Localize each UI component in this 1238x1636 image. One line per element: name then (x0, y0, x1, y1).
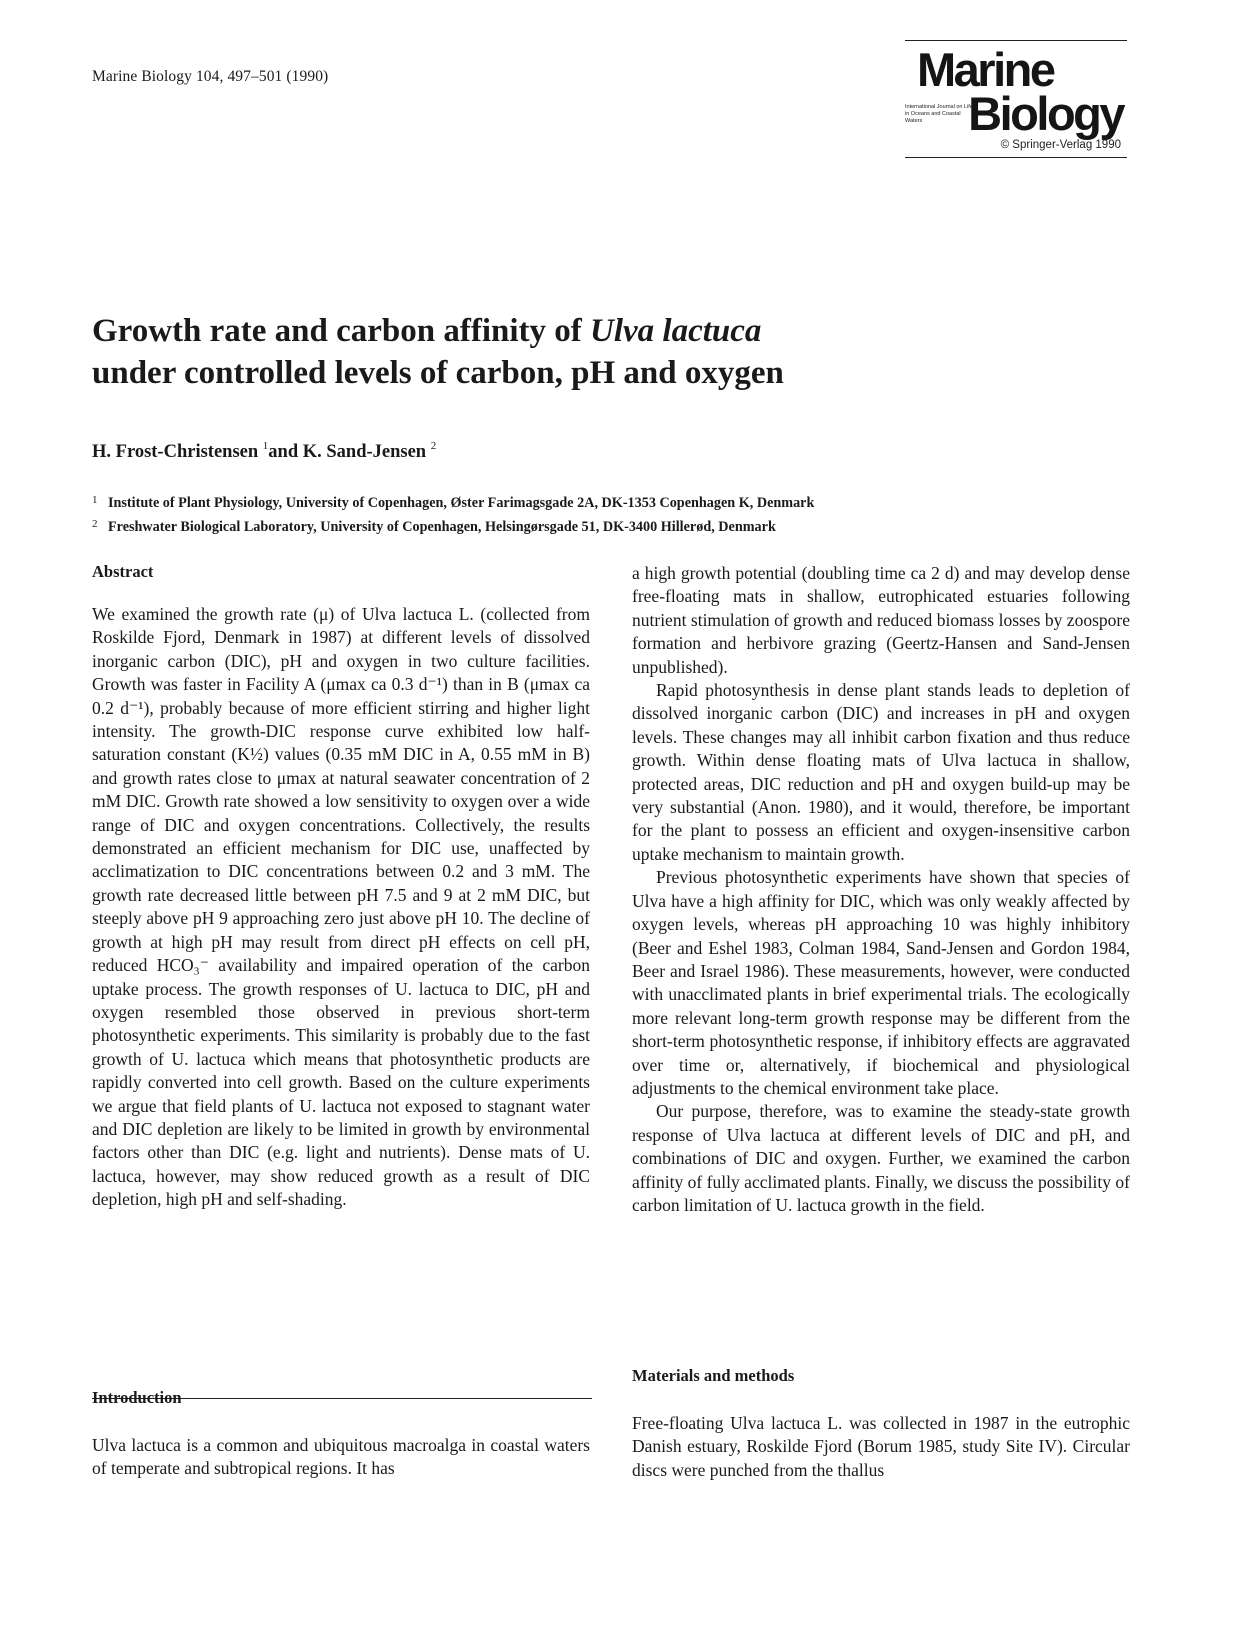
abstract-heading: Abstract (92, 562, 154, 581)
title-species: Ulva lactuca (590, 313, 762, 349)
introduction-paragraph-3: Previous photosynthetic experiments have shown that species of Ulva have a high affinity for DIC, which was only weakly affected by oxygen levels, whereas pH approaching 10 was highly inhibitory (Beer and Eshel 1983, Colman 1984, Sand-Jensen and Gordon 1984, Beer and Israel 1986). These measurements, however, were conducted with unacclimated plants in brief experimental trials. The ecologically more relevant long-term growth response may be different from the short-term photosynthetic response, if inhibitory effects are aggravated over time or, alternatively, if biochemical and physiological adjustments to the chemical environment take place. (632, 867, 1130, 1098)
journal-citation: Marine Biology 104, 497–501 (1990) (92, 68, 329, 85)
copyright-notice: © Springer-Verlag 1990 (1000, 139, 1121, 151)
affiliations (92, 490, 814, 538)
author-list (92, 440, 436, 463)
affiliation-number: 2 (92, 518, 98, 530)
paper-title (92, 310, 992, 394)
title-part-2: under controlled levels of carbon, pH and oxygen (92, 355, 784, 391)
author-conjunction: and (268, 442, 299, 462)
abstract-text: We examined the growth rate (μ) of Ulva lactuca L. (collected from Roskilde Fjord, Denmark in 1987) at different levels of dissolved inorganic carbon (DIC), pH and oxygen in two culture facilities. Growth was faster in Facility A (μmax ca 0.3 d⁻¹) than in B (μmax ca 0.2 d⁻¹), probably because of more efficient stirring and higher light intensity. The growth-DIC response curve exhibited low half-saturation constant (K½) values (0.35 mM DIC in A, 0.55 mM in B) and growth rates close to μmax at natural seawater concentration of 2 mM DIC. Growth rate showed a low sensitivity to oxygen over a wide range of DIC and oxygen concentrations. Collectively, the results demonstrated an efficient mechanism for DIC use, unaffected by acclimatization to DIC concentrations between 0.2 and 3 mM. The growth rate decreased little between pH 7.5 and 9 at 2 mM DIC, but steeply above pH 9 approaching zero just above pH 10. The decline of growth at high pH may result from direct pH effects on cell pH, reduced HCO₃⁻ availability and impaired operation of the carbon uptake process. The growth responses of U. lactuca to DIC, pH and oxygen resembled those observed in previous short-term photosynthetic experiments. This similarity is probably due to the fast growth of U. lactuca which means that photosynthetic products are rapidly converted into cell growth. Based on the culture experiments we argue that field plants of U. lactuca not exposed to stagnant water and DIC depletion are likely to be limited in growth by environmental factors other than DIC (e.g. light and nutrients). Dense mats of U. lactuca, however, may show reduced growth as a result of DIC depletion, high pH and self-shading. (92, 604, 590, 1210)
author-2: K. Sand-Jensen (302, 442, 427, 462)
introduction-right-column (632, 562, 1130, 1217)
introduction-paragraph-1-start: Ulva lactuca is a common and ubiquitous macroalga in coastal waters of temperate and subtropical regions. It has (92, 1435, 590, 1479)
affiliation-text: Freshwater Biological Laboratory, University of Copenhagen, Helsingørsgade 51, DK-3400 Hillerød, Denmark (108, 519, 776, 535)
logo-tagline: International Journal on Life in Oceans and Coastal Waters (905, 104, 973, 124)
affiliation-number: 1 (92, 494, 98, 506)
author-1: H. Frost-Christensen (92, 442, 259, 462)
logo-word-marine: Marine (917, 43, 1054, 96)
title-part-1: Growth rate and carbon affinity of (92, 313, 591, 349)
introduction-heading: Introduction (92, 1388, 182, 1407)
methods-column (632, 1412, 1130, 1482)
logo-top-rule (905, 40, 1127, 41)
logo-word-biology: Biology (968, 87, 1123, 140)
affiliation-2 (92, 514, 814, 538)
introduction-left-column (92, 1434, 590, 1481)
affiliation-text: Institute of Plant Physiology, University of Copenhagen, Øster Farimagsgade 2A, DK-1353 Copenhagen K, Denmark (108, 495, 815, 511)
introduction-paragraph-2: Rapid photosynthesis in dense plant stands leads to depletion of dissolved inorganic carbon (DIC) and increases in pH and oxygen levels. These changes may all inhibit carbon fixation and thus reduce growth. Within dense floating mats of Ulva lactuca in shallow, protected areas, DIC reduction and pH and oxygen build-up may be very substantial (Anon. 1980), and it would, therefore, be important for the plant to possess an efficient and oxygen-insensitive carbon uptake mechanism to maintain growth. (632, 680, 1130, 864)
author-2-affiliation-mark: 2 (430, 440, 437, 452)
introduction-paragraph-1-end: a high growth potential (doubling time ca 2 d) and may develop dense free-floating mats in shallow, eutrophicated estuaries following nutrient stimulation of growth and reduced biomass losses by zoospore formation and herbivore grazing (Geertz-Hansen and Sand-Jensen unpublished). (632, 563, 1130, 677)
methods-heading: Materials and methods (632, 1366, 795, 1385)
affiliation-1 (92, 490, 814, 514)
abstract-body (92, 603, 590, 1212)
author-1-affiliation-mark: 1 (262, 440, 269, 452)
logo-bottom-rule (905, 157, 1127, 158)
journal-logo (905, 40, 1127, 162)
introduction-paragraph-4: Our purpose, therefore, was to examine the steady-state growth response of Ulva lactuca at different levels of DIC and pH, and combinations of DIC and oxygen. Further, we examined the carbon affinity of fully acclimated plants. Finally, we discuss the possibility of carbon limitation of U. lactuca growth in the field. (632, 1101, 1130, 1215)
methods-paragraph-1: Free-floating Ulva lactuca L. was collected in 1987 in the eutrophic Danish estuary, Roskilde Fjord (Borum 1985, study Site IV). Circular discs were punched from the thallus (632, 1413, 1130, 1480)
